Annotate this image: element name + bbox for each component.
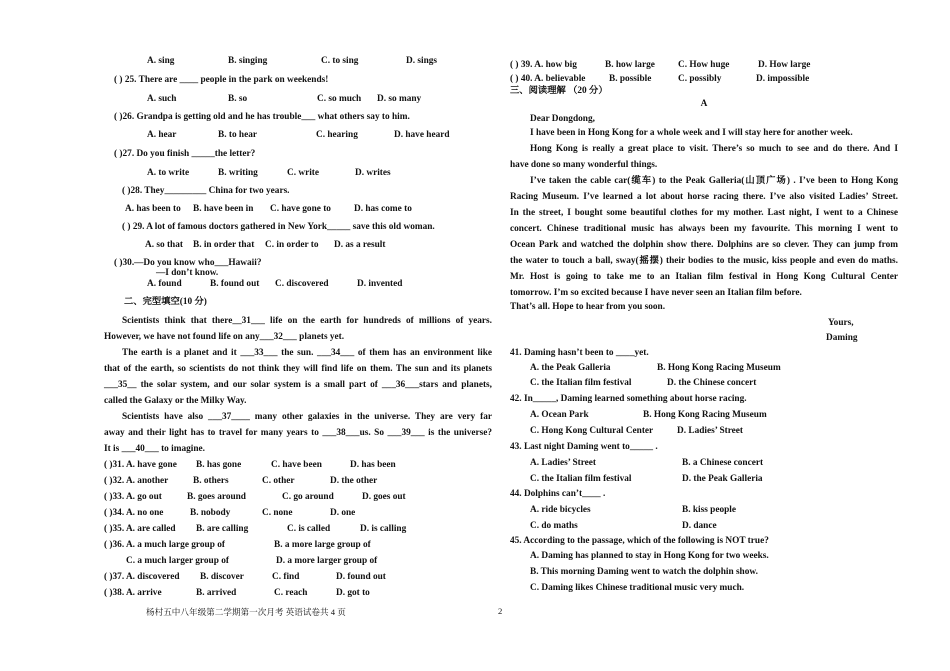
letter-line: Racing Museum. I’ve learned a lot about horse racing there. I’ve also visited Ladies’ Street.: [510, 192, 898, 202]
letter-line: I have been in Hong Kong for a whole week and I will stay here for another week.: [530, 128, 853, 138]
option: A. has been to: [125, 204, 181, 214]
letter-line: Mr. Host is going to take me to an Italian film festival in Hong Kong Cultural Center: [510, 272, 898, 282]
q30-stem: ( )30.—Do you know who___Hawaii?: [114, 258, 262, 268]
q27-stem: ( )27. Do you finish _____the letter?: [114, 149, 256, 159]
cloze-line: called the Galaxy or the Milky Way.: [104, 396, 247, 406]
option: B. singing: [228, 56, 268, 66]
option: B. This morning Daming went to watch the dolphin show.: [530, 567, 758, 577]
option: C. to sing: [321, 56, 359, 66]
option: B. to hear: [218, 130, 257, 140]
option: D. have heard: [394, 130, 450, 140]
q41-stem: 41. Daming hasn’t been to ____yet.: [510, 348, 649, 358]
cloze-line: ___35__ the solar system, and our solar system is a small part of ___36___stars and planets,: [104, 380, 492, 390]
letter-line: Ocean Park and watched the dolphin show there. Dolphins are so clever. They can jump from: [510, 240, 898, 250]
cloze-line: Scientists have also ___37____ many other galaxies in the universe. They are very far: [122, 412, 492, 422]
option: D. a more larger group of: [276, 556, 378, 566]
option: ( )38. A. arrive: [104, 588, 162, 598]
option: C. other: [262, 476, 295, 486]
q30-answer-line: —I don’t know.: [156, 268, 219, 278]
section2-title: 二、完型填空(10 分): [124, 297, 207, 307]
option: ( )37. A. discovered: [104, 572, 180, 582]
option: B. are calling: [196, 524, 249, 534]
page-number: 2: [498, 606, 503, 616]
option: A. ride bicycles: [530, 505, 591, 515]
option: B. possible: [609, 74, 652, 84]
option: B. has gone: [196, 460, 242, 470]
option: D. Ladies’ Street: [677, 426, 744, 436]
option: B. goes around: [187, 492, 246, 502]
letter-line: I’ve taken the cable car(缆车) to the Peak Galleria(山顶广场) . I’ve been to Hong Kong: [530, 176, 898, 186]
option: B. arrived: [196, 588, 237, 598]
option: A. such: [147, 94, 177, 104]
cloze-line: However, we have not found life on any___32___ planets yet.: [104, 332, 345, 342]
option: D. sings: [406, 56, 438, 66]
option: ( )36. A. a much large group of: [104, 540, 225, 550]
option: B. writing: [218, 168, 258, 178]
option: D. goes out: [362, 492, 406, 502]
letter-line: In the street, I bought some beautiful clothes for my mother. Last night, I went to a Chinese: [510, 208, 898, 218]
cloze-line: that of the earth, so scientists do not think they will find life on them. The sun and its planets: [104, 364, 492, 374]
q29-stem: ( ) 29. A lot of famous doctors gathered in New York_____ save this old woman.: [122, 222, 435, 232]
option: A. hear: [147, 130, 177, 140]
letter-signature: Daming: [826, 333, 858, 343]
letter-greeting: Dear Dongdong,: [530, 114, 595, 124]
option: B. found out: [210, 279, 260, 289]
passage-label: A: [700, 99, 708, 109]
option: B. kiss people: [682, 505, 736, 515]
option: A. Daming has planned to stay in Hong Kong for two weeks.: [530, 551, 769, 561]
option: ( ) 39. A. how big: [510, 60, 577, 70]
option: C. go around: [282, 492, 334, 502]
option: B. so: [228, 94, 248, 104]
option: A. the Peak Galleria: [530, 363, 611, 373]
option: C. have gone to: [270, 204, 331, 214]
option: C. discovered: [275, 279, 329, 289]
option: ( )31. A. have gone: [104, 460, 177, 470]
letter-line: Hong Kong is really a great place to visit. There’s so much to see and do there. And I: [530, 144, 898, 154]
option: D. dance: [682, 521, 717, 531]
option: B. a more large group of: [274, 540, 371, 550]
option: A. so that: [145, 240, 183, 250]
option: ( )34. A. no one: [104, 508, 164, 518]
option: B. Hong Kong Racing Museum: [643, 410, 767, 420]
option: ( )32. A. another: [104, 476, 169, 486]
option: C. have been: [271, 460, 322, 470]
option: C. reach: [274, 588, 308, 598]
option: C. Daming likes Chinese traditional music very much.: [530, 583, 745, 593]
cloze-line: Scientists think that there__31___ life on the earth for hundreds of millions of years.: [122, 316, 492, 326]
option: B. how large: [605, 60, 655, 70]
option: A. sing: [147, 56, 175, 66]
option: C. Hong Kong Cultural Center: [530, 426, 654, 436]
option: ( ) 40. A. believable: [510, 74, 586, 84]
footer-text: 杨村五中八年级第二学期第一次月考 英语试卷共 4 页: [146, 607, 346, 617]
option: A. Ocean Park: [530, 410, 589, 420]
option: D. the Chinese concert: [667, 378, 757, 388]
option: C. do maths: [530, 521, 578, 531]
letter-line: have done so many wonderful things.: [510, 160, 658, 170]
q42-stem: 42. In_____, Daming learned something about horse racing.: [510, 394, 747, 404]
option: B. discover: [200, 572, 244, 582]
option: B. in order that: [193, 240, 255, 250]
option: D. is calling: [360, 524, 407, 534]
option: D. the other: [330, 476, 378, 486]
option: C. the Italian film festival: [530, 378, 632, 388]
q28-stem: ( )28. They_________ China for two years.: [122, 186, 290, 196]
option: C. hearing: [316, 130, 358, 140]
option: D. How large: [758, 60, 811, 70]
option: B. have been in: [193, 204, 254, 214]
option: B. nobody: [190, 508, 231, 518]
q45-stem: 45. According to the passage, which of the following is NOT true?: [510, 536, 769, 546]
option: D. has been: [350, 460, 396, 470]
letter-line: That’s all. Hope to hear from you soon.: [510, 302, 666, 312]
option: A. found: [147, 279, 182, 289]
letter-line: tomorrow. I’m so excited because I have never seen an Italian film before.: [510, 288, 802, 298]
option: C. write: [287, 168, 320, 178]
letter-closing: Yours,: [828, 318, 854, 328]
option: D. impossible: [756, 74, 810, 84]
q26-stem: ( )26. Grandpa is getting old and he has trouble___ what others say to him.: [114, 112, 410, 122]
option: B. a Chinese concert: [682, 458, 764, 468]
option: D. has come to: [354, 204, 412, 214]
option: C. none: [262, 508, 293, 518]
option: C. the Italian film festival: [530, 474, 632, 484]
option: C. so much: [317, 94, 362, 104]
letter-line: the water to touch a ball, sway(摇摆) their bodies to the music, kiss people and even do maths.: [510, 256, 898, 266]
q43-stem: 43. Last night Daming went to_____ .: [510, 442, 658, 452]
option: C. possibly: [678, 74, 722, 84]
option: D. writes: [355, 168, 391, 178]
option: C. a much larger group of: [126, 556, 229, 566]
option: ( )33. A. go out: [104, 492, 162, 502]
section3-title: 三、阅读理解 （20 分）: [510, 86, 608, 96]
option: A. to write: [147, 168, 190, 178]
q44-stem: 44. Dolphins can’t____ .: [510, 489, 606, 499]
option: D. one: [330, 508, 356, 518]
option: C. How huge: [678, 60, 730, 70]
option: D. so many: [377, 94, 422, 104]
option: D. the Peak Galleria: [682, 474, 763, 484]
letter-line: concert. Chinese traditional music has always been my favourite. This morning I went to: [510, 224, 898, 234]
option: D. as a result: [334, 240, 386, 250]
cloze-line: The earth is a planet and it ___33___ the sun. ___34___ of them has an environment like: [122, 348, 492, 358]
option: D. found out: [336, 572, 386, 582]
option: D. invented: [357, 279, 403, 289]
option: D. got to: [336, 588, 370, 598]
option: C. in order to: [265, 240, 319, 250]
option: C. find: [272, 572, 300, 582]
option: ( )35. A. are called: [104, 524, 176, 534]
cloze-line: It is ___40___ to imagine.: [104, 444, 205, 454]
q25-stem: ( ) 25. There are ____ people in the park on weekends!: [114, 75, 329, 85]
option: A. Ladies’ Street: [530, 458, 597, 468]
option: B. Hong Kong Racing Museum: [657, 363, 781, 373]
cloze-line: away and their light has to travel for many years to ___38___us. So ___39___ is the universe?: [104, 428, 492, 438]
option: B. others: [193, 476, 229, 486]
option: C. is called: [287, 524, 331, 534]
